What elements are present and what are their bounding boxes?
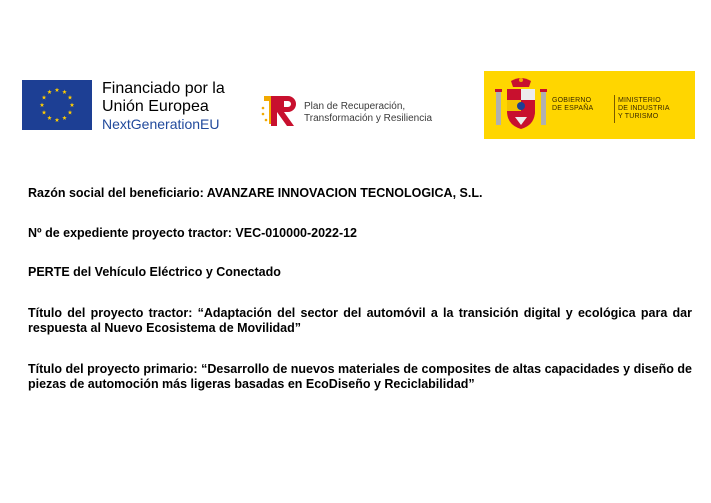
file-number-line: Nº de expediente proyecto tractor: VEC-010000-2022-12 bbox=[28, 226, 358, 240]
prtr-mark-icon bbox=[260, 92, 300, 130]
eu-line-3: NextGenerationEU bbox=[102, 116, 220, 132]
ministry-line-1: MINISTERIO bbox=[618, 97, 661, 104]
primary-project-title: Título del proyecto primario: “Desarrollo de nuevos materiales de composites de altas capacidades y diseño de piezas de automoción más ligeras basadas en EcoDiseño y Reciclabilidad” bbox=[28, 362, 692, 391]
prtr-logo-text bbox=[304, 101, 464, 125]
tractor-project-title: Título del proyecto tractor: “Adaptación del sector del automóvil a la transición digital y ecológica para dar respuesta al Nuevo Ecosistema de Movilidad” bbox=[28, 306, 692, 335]
spain-coat-of-arms-icon bbox=[494, 77, 548, 133]
beneficiary-line: Razón social del beneficiario: AVANZARE INNOVACION TECNOLOGICA, S.L. bbox=[28, 186, 483, 200]
eu-line-2: la Unión Europea bbox=[102, 80, 225, 115]
ministry-line-3: Y TURISMO bbox=[618, 113, 659, 120]
eu-funding-logo bbox=[22, 80, 232, 132]
prtr-line-1: Plan de Recuperación, bbox=[304, 101, 406, 112]
gov-divider bbox=[614, 95, 615, 123]
perte-line: PERTE del Vehículo Eléctrico y Conectado bbox=[28, 265, 281, 279]
eu-logo-text bbox=[102, 80, 242, 133]
recovery-plan-logo bbox=[260, 92, 460, 132]
gov-line-1: GOBIERNO bbox=[552, 97, 592, 104]
prtr-line-2: Transformación y Resiliencia bbox=[304, 113, 433, 124]
government-ministry-logo bbox=[484, 71, 695, 139]
ministry-line-2: DE INDUSTRIA bbox=[618, 105, 670, 112]
gov-text-block bbox=[552, 97, 618, 113]
eu-flag-icon bbox=[22, 80, 92, 130]
eu-line-1: Financiado por bbox=[102, 80, 208, 97]
gov-line-2: DE ESPAÑA bbox=[552, 105, 594, 112]
ministry-text-block bbox=[618, 97, 694, 121]
